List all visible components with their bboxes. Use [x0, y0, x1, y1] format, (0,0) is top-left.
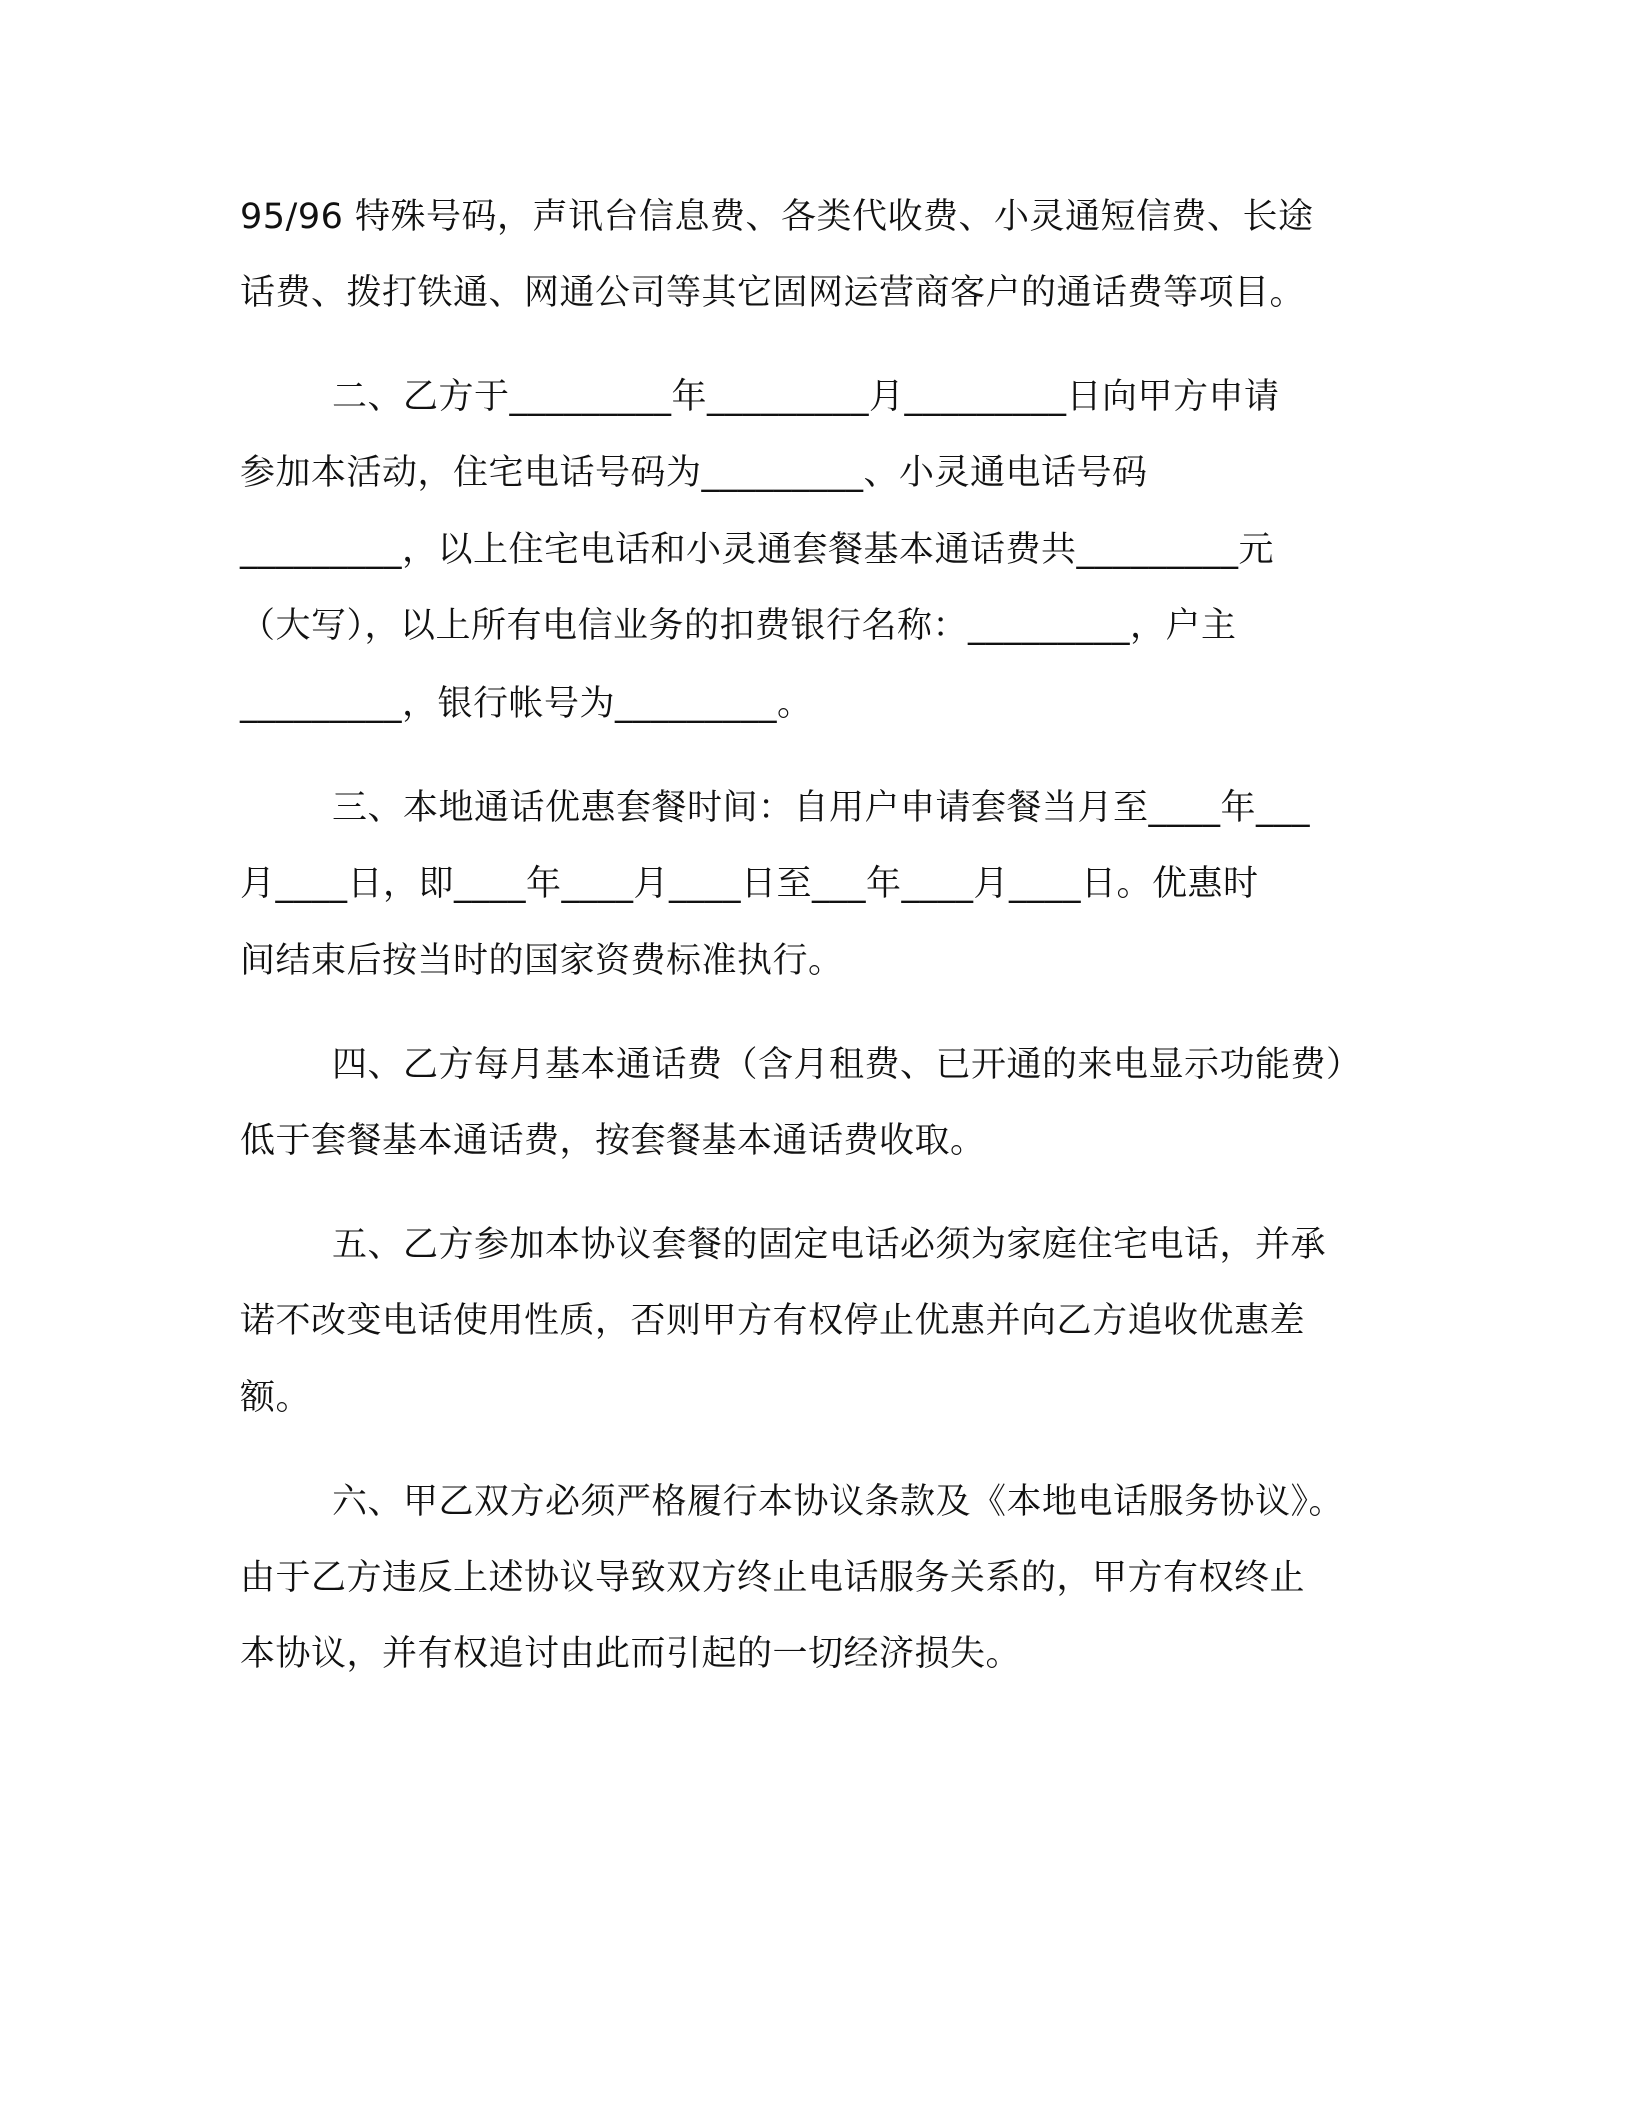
text-line: 话费、拨打铁通、网通公司等其它固网运营商客户的通话费等项目。	[240, 273, 1306, 313]
text-line: 95/96 特殊号码，声讯台信息费、各类代收费、小灵通短信费、长途	[240, 197, 1314, 237]
text-line: 间结束后按当时的国家资费标准执行。	[240, 941, 844, 981]
text-line: 参加本活动，住宅电话号码为_________、小灵通电话号码	[240, 453, 1148, 493]
text-line: _________，以上住宅电话和小灵通套餐基本通话费共_________元	[240, 530, 1275, 570]
text-line: 五、乙方参加本协议套餐的固定电话必须为家庭住宅电话，并承	[332, 1225, 1327, 1265]
text-line: 二、乙方于_________年_________月_________日向甲方申请	[332, 377, 1280, 417]
text-line: 六、甲乙双方必须严格履行本协议条款及《本地电话服务协议》。	[332, 1482, 1345, 1522]
text-line: 由于乙方违反上述协议导致双方终止电话服务关系的，甲方有权终止	[240, 1558, 1306, 1598]
text-line: 月____日，即____年____月____日至___年____月____日。优惠时	[240, 864, 1259, 904]
text-line: 诺不改变电话使用性质，否则甲方有权停止优惠并向乙方追收优惠差	[240, 1301, 1306, 1341]
text-line: 本协议，并有权追讨由此而引起的一切经济损失。	[240, 1634, 1022, 1674]
text-line: 额。	[240, 1378, 312, 1418]
text-line: _________，银行帐号为_________。	[240, 684, 813, 724]
text-line: 低于套餐基本通话费，按套餐基本通话费收取。	[240, 1121, 986, 1161]
text-line: 四、乙方每月基本通话费（含月租费、已开通的来电显示功能费）	[332, 1045, 1362, 1085]
text-line: 三、本地通话优惠套餐时间：自用户申请套餐当月至____年___	[332, 788, 1311, 828]
text-line: （大写），以上所有电信业务的扣费银行名称：_________，户主	[240, 606, 1237, 646]
